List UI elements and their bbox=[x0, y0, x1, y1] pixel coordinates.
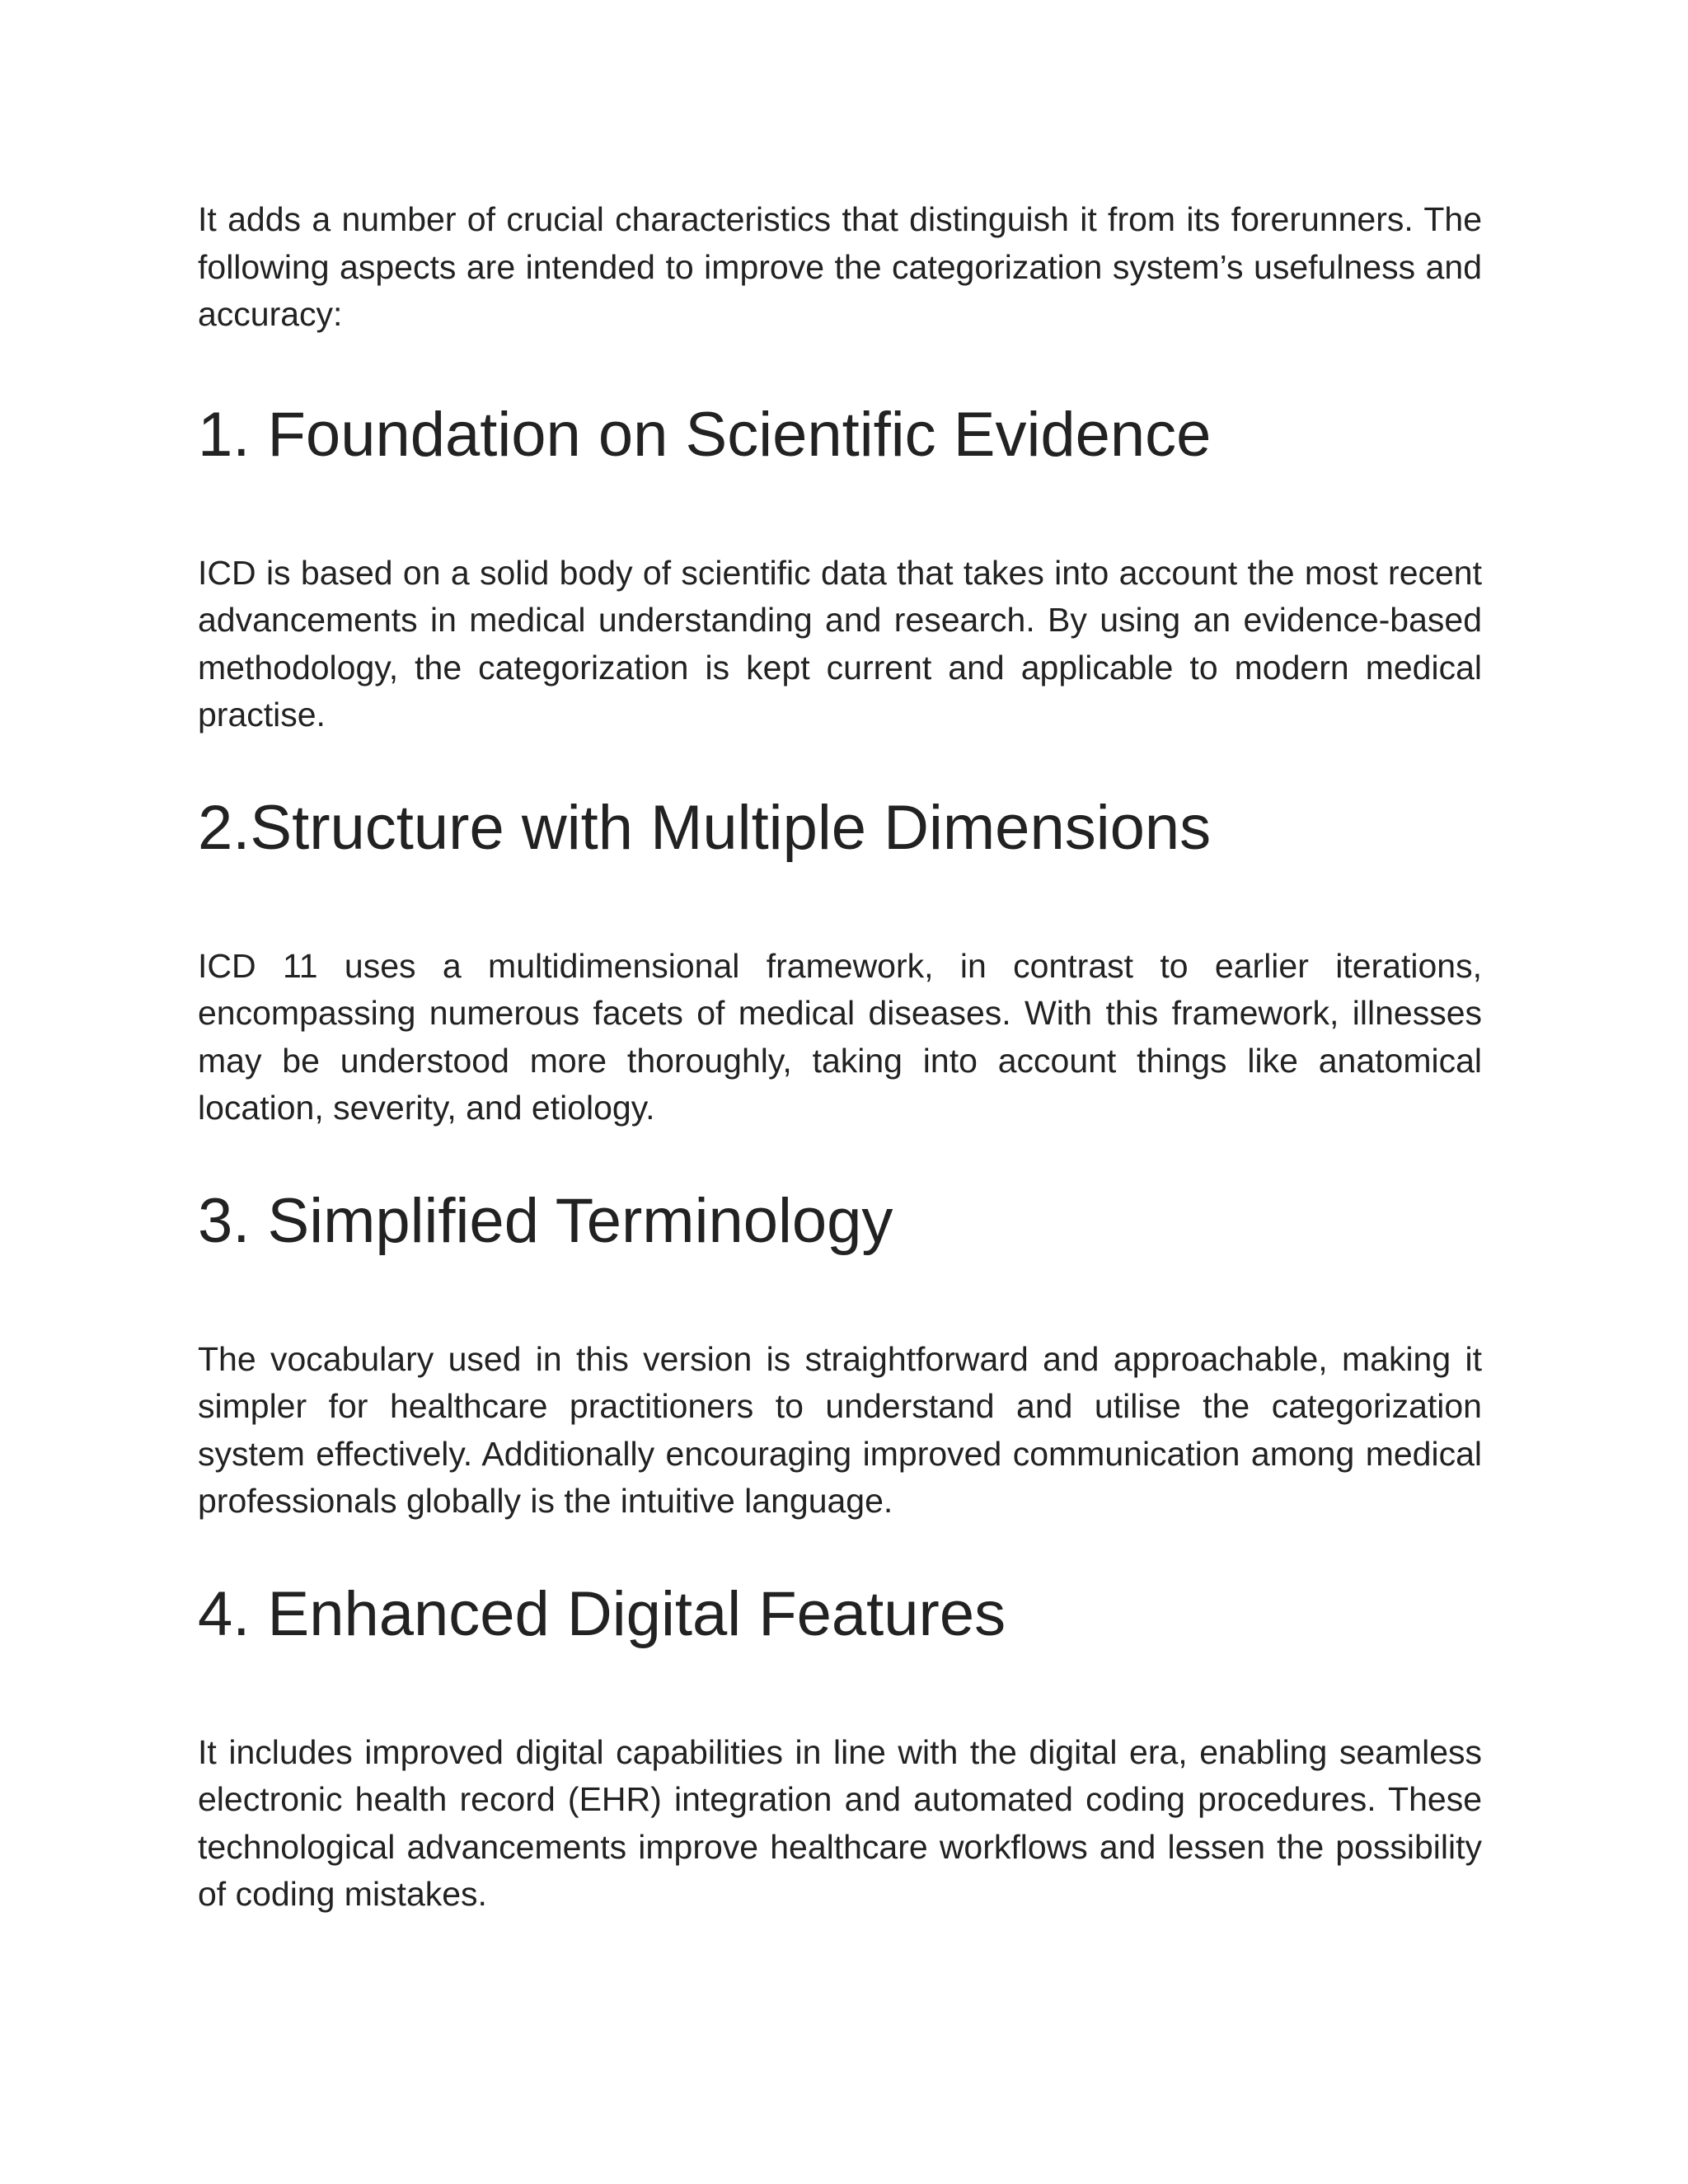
section-paragraph-simplified-terminology: The vocabulary used in this version is straightforward and approachable, making it simpler for healthcare practitioners to understand and utilise the categorization system effectively. Additionally encouraging improved communication among medical professionals globally is the intuitive language. bbox=[198, 1339, 1482, 1520]
document-body bbox=[198, 196, 1482, 1919]
section-paragraph-scientific-evidence: ICD is based on a solid body of scientific data that takes into account the most recent advancements in medical understanding and research. By using an evidence-based methodology, the categorization is kept current and applicable to modern medical practise. bbox=[198, 553, 1482, 733]
section-heading-simplified-terminology: 3. Simplified Terminology bbox=[198, 1185, 893, 1256]
section-heading-digital-features: 4. Enhanced Digital Features bbox=[198, 1578, 1006, 1649]
intro-paragraph: It adds a number of crucial characteristics that distinguish it from its forerunners. The following aspects are intended to improve the categorization system’s usefulness and accuracy: bbox=[198, 200, 1482, 333]
section-paragraph-multiple-dimensions: ICD 11 uses a multidimensional framework, in contrast to earlier iterations, encompassing numerous facets of medical diseases. With this framework, illnesses may be understood more thoroughly, taking into account things like anatomical location, severity, and etiology. bbox=[198, 946, 1482, 1127]
section-heading-scientific-evidence: 1. Foundation on Scientific Evidence bbox=[198, 399, 1212, 470]
section-paragraph-digital-features: It includes improved digital capabilities in line with the digital era, enabling seamless electronic health record (EHR) integration and automated coding procedures. These technological advancements improve healthcare workflows and lessen the possibility of coding mistakes. bbox=[198, 1732, 1482, 1913]
section-heading-multiple-dimensions: 2.Structure with Multiple Dimensions bbox=[198, 792, 1212, 863]
